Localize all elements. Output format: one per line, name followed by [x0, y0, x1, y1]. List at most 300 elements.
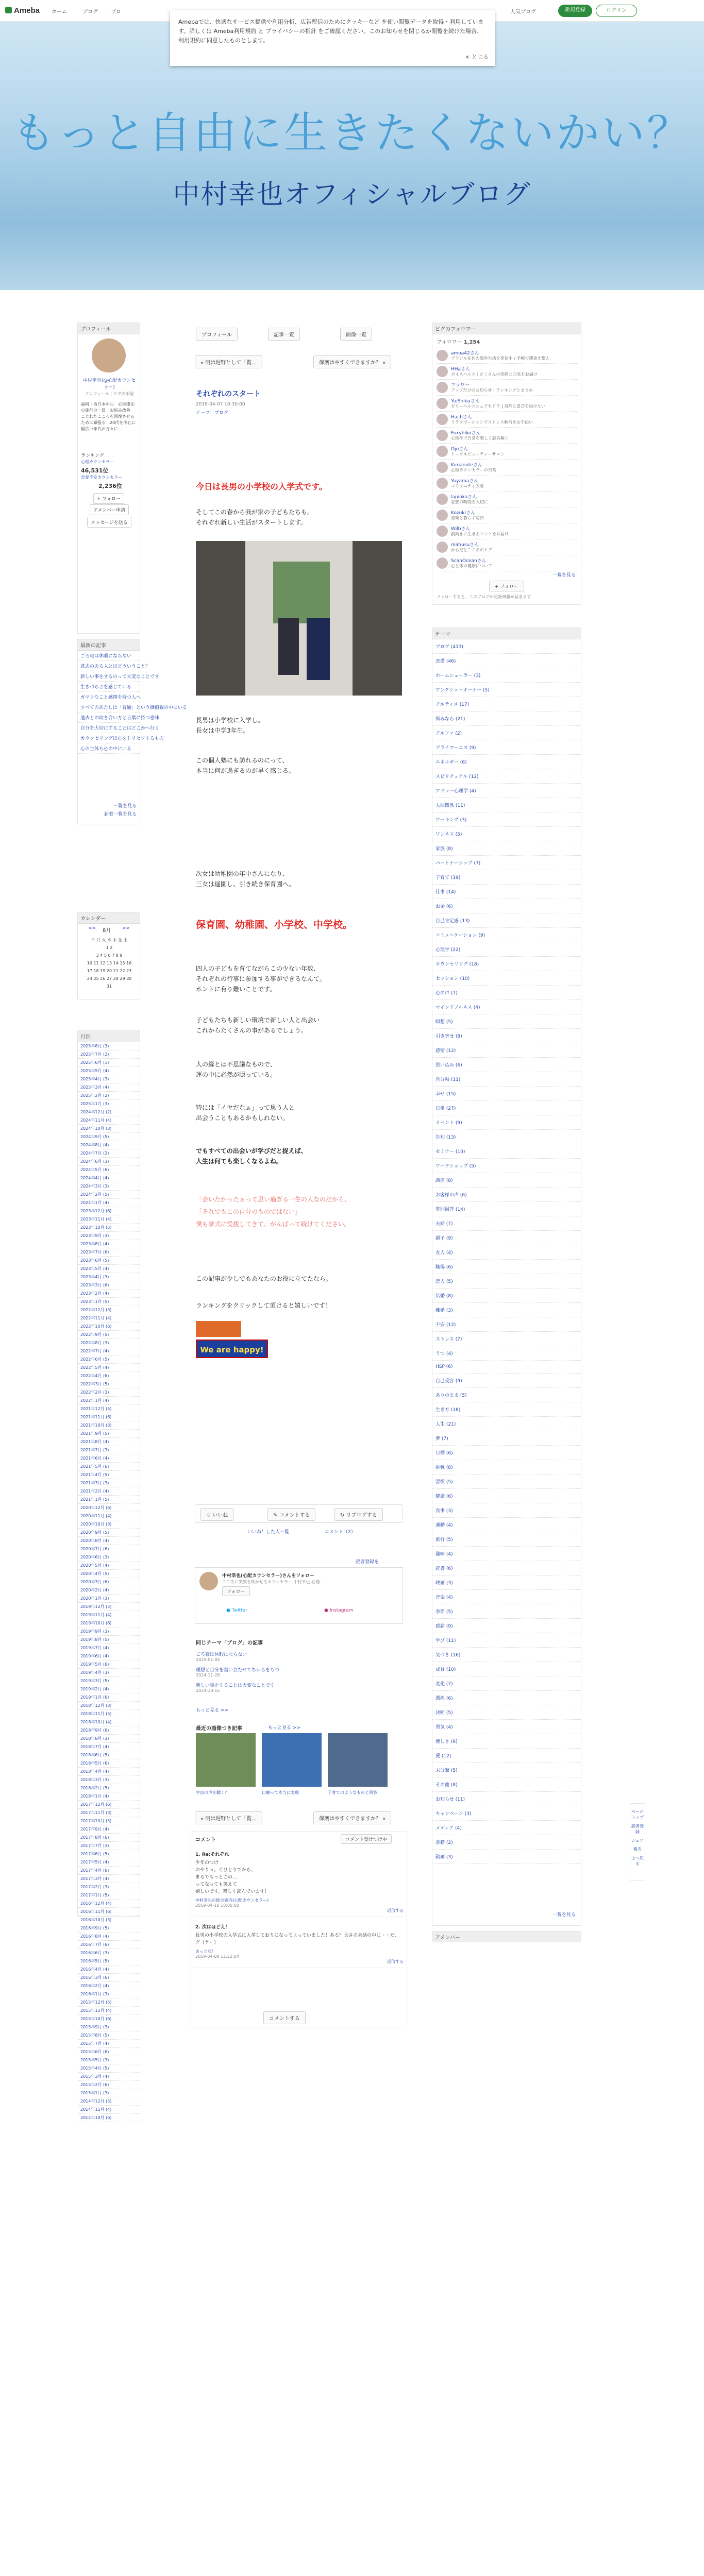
archive-item[interactable]: 2020年4月 (5)	[78, 1570, 140, 1578]
article-title[interactable]: それぞれのスタート	[196, 390, 261, 398]
follower-name[interactable]: Yuyamaさん	[451, 479, 479, 484]
top-image-link[interactable]: 画像一覧	[340, 328, 372, 341]
theme-item[interactable]: 愛 (12)	[432, 1749, 581, 1763]
theme-item[interactable]: 自分軸 (11)	[432, 1072, 581, 1087]
message-button[interactable]: メッセージを送る	[84, 517, 135, 528]
archive-item[interactable]: 2024年5月 (6)	[78, 1166, 140, 1174]
comment-author[interactable]: あっとな！	[195, 1949, 216, 1954]
theme-item[interactable]: 夢 (7)	[432, 1431, 581, 1446]
archive-item[interactable]: 2019年9月 (3)	[78, 1628, 140, 1636]
archive-item[interactable]: 2018年2月 (5)	[78, 1784, 140, 1792]
theme-item[interactable]: 友人 (4)	[432, 1245, 581, 1260]
archive-item[interactable]: 2022年10月 (6)	[78, 1323, 140, 1331]
archive-item[interactable]: 2023年11月 (4)	[78, 1215, 140, 1224]
likes-list-link[interactable]: いいね！した人一覧	[247, 1530, 290, 1535]
theme-item[interactable]: 夫婦 (7)	[432, 1216, 581, 1231]
theme-item[interactable]: 生き方 (18)	[432, 1402, 581, 1417]
amember-button[interactable]: アメンバー申請	[84, 504, 135, 515]
archive-item[interactable]: 2024年9月 (5)	[78, 1133, 140, 1141]
follower-name[interactable]: mimusuさん	[451, 543, 479, 548]
related-more[interactable]: もっと見る >>	[196, 1708, 228, 1713]
theme-item[interactable]: 恋人 (5)	[432, 1274, 581, 1289]
archive-item[interactable]: 2024年4月 (4)	[78, 1174, 140, 1182]
archive-item[interactable]: 2022年9月 (5)	[78, 1331, 140, 1339]
article-theme[interactable]: テーマ：ブログ	[196, 411, 229, 416]
theme-item[interactable]: 習慣 (5)	[432, 1475, 581, 1489]
archive-item[interactable]: 2018年12月 (3)	[78, 1702, 140, 1710]
theme-item[interactable]: 書籍 (2)	[432, 1835, 581, 1850]
theme-item[interactable]: 選択 (6)	[432, 1691, 581, 1705]
twitter-link[interactable]: ● Twitter	[226, 1608, 247, 1613]
theme-item[interactable]: ワークショップ (5)	[432, 1159, 581, 1173]
theme-item[interactable]: 旅行 (5)	[432, 1532, 581, 1547]
theme-item[interactable]: 人間関係 (11)	[432, 798, 581, 812]
archive-item[interactable]: 2015年11月 (4)	[78, 2007, 140, 2015]
theme-item[interactable]: ブライマーエヌ (9)	[432, 740, 581, 755]
recent-item[interactable]: 生きづらさを感じている	[78, 682, 140, 692]
archive-item[interactable]: 2021年3月 (3)	[78, 1479, 140, 1487]
theme-item[interactable]: 仕事 (14)	[432, 885, 581, 899]
theme-item[interactable]: 瞑想 (5)	[432, 1014, 581, 1029]
archive-item[interactable]: 2017年4月 (6)	[78, 1867, 140, 1875]
follower-avatar[interactable]	[437, 430, 448, 441]
theme-item[interactable]: お知らせ (11)	[432, 1792, 581, 1806]
theme-item[interactable]: 未分類 (5)	[432, 1763, 581, 1777]
archive-item[interactable]: 2020年10月 (3)	[78, 1520, 140, 1529]
theme-item[interactable]: マインドフルネス (4)	[432, 1000, 581, 1014]
theme-item[interactable]: 子育て (19)	[432, 870, 581, 885]
follower-row[interactable]	[437, 444, 578, 460]
theme-item[interactable]: 恋愛 (46)	[432, 654, 581, 668]
archive-item[interactable]: 2016年11月 (6)	[78, 1908, 140, 1916]
nav-blog-link[interactable]: ブログ	[82, 9, 98, 15]
archive-item[interactable]: 2021年8月 (4)	[78, 1438, 140, 1446]
archive-item[interactable]: 2016年10月 (3)	[78, 1916, 140, 1924]
archive-item[interactable]: 2016年4月 (4)	[78, 1965, 140, 1974]
follower-name[interactable]: HHaさん	[451, 367, 471, 372]
archive-item[interactable]: 2017年11月 (3)	[78, 1809, 140, 1817]
reblog-button[interactable]: ↻ リブログする	[334, 1508, 383, 1521]
recent-item[interactable]: すべてのあたしは「普通」という価値観の中にいる	[78, 702, 140, 713]
archive-item[interactable]: 2016年2月 (4)	[78, 1982, 140, 1990]
archive-item[interactable]: 2017年1月 (5)	[78, 1891, 140, 1900]
nav-popular-link[interactable]: 人気ブログ	[510, 9, 536, 15]
nav-home-link[interactable]: ホーム	[52, 9, 67, 15]
comments-all-link[interactable]: コメント受けつけ中	[341, 1834, 392, 1844]
archive-item[interactable]: 2016年6月 (3)	[78, 1949, 140, 1957]
follower-row[interactable]	[437, 396, 578, 412]
follower-name[interactable]: ScanOceanさん	[451, 558, 487, 564]
theme-item[interactable]: セミナー (10)	[432, 1144, 581, 1159]
login-button[interactable]: ログイン	[596, 5, 637, 17]
archive-item[interactable]: 2024年6月 (3)	[78, 1158, 140, 1166]
theme-item[interactable]: ありのまま (5)	[432, 1388, 581, 1402]
popular-caption-3[interactable]: 子育てのようなものと回答	[328, 1790, 377, 1795]
follower-avatar[interactable]	[437, 462, 448, 473]
theme-item[interactable]: 思い込み (6)	[432, 1058, 581, 1072]
theme-item[interactable]: 勇気 (4)	[432, 1720, 581, 1734]
theme-item[interactable]: ワーキング (3)	[432, 812, 581, 827]
theme-item[interactable]: アドラー心理学 (4)	[432, 784, 581, 798]
archive-item[interactable]: 2023年6月 (5)	[78, 1257, 140, 1265]
float-top-link[interactable]: ページトップ	[631, 1809, 644, 1820]
comment-reply-link[interactable]: 返信する	[387, 1908, 404, 1913]
archive-item[interactable]: 2024年10月 (3)	[78, 1125, 140, 1133]
reader-register-link[interactable]: 読者登録を	[356, 1560, 379, 1565]
follower-row[interactable]	[437, 412, 578, 428]
theme-item[interactable]: カウンセリング (18)	[432, 957, 581, 971]
theme-item[interactable]: 音楽 (4)	[432, 1590, 581, 1604]
theme-item[interactable]: 変化 (7)	[432, 1676, 581, 1691]
archive-item[interactable]: 2016年3月 (6)	[78, 1974, 140, 1982]
archive-item[interactable]: 2025年4月 (3)	[78, 1075, 140, 1083]
archive-item[interactable]: 2018年11月 (5)	[78, 1710, 140, 1718]
comment-count-link[interactable]: コメント（2）	[325, 1530, 356, 1535]
archive-item[interactable]: 2023年1月 (5)	[78, 1298, 140, 1306]
follower-avatar[interactable]	[437, 382, 448, 393]
archive-item[interactable]: 2015年12月 (5)	[78, 1998, 140, 2007]
archive-item[interactable]: 2015年3月 (4)	[78, 2073, 140, 2081]
theme-item[interactable]: 親子 (9)	[432, 1231, 581, 1245]
archive-item[interactable]: 2021年4月 (5)	[78, 1471, 140, 1479]
comment-reply-link[interactable]: 返信する	[387, 1959, 404, 1964]
archive-item[interactable]: 2019年10月 (6)	[78, 1619, 140, 1628]
follower-name[interactable]: Foxyhikoさん	[451, 431, 481, 436]
archive-item[interactable]: 2025年5月 (4)	[78, 1067, 140, 1075]
recent-item[interactable]: カウンセリングは心をトリセツするもの	[78, 733, 140, 743]
archive-item[interactable]: 2020年1月 (3)	[78, 1595, 140, 1603]
archive-item[interactable]: 2023年5月 (4)	[78, 1265, 140, 1273]
archive-item[interactable]: 2024年3月 (3)	[78, 1182, 140, 1191]
archive-item[interactable]: 2019年4月 (3)	[78, 1669, 140, 1677]
notice-close-button[interactable]: × とじる	[465, 54, 489, 60]
archive-item[interactable]: 2019年12月 (5)	[78, 1603, 140, 1611]
theme-item[interactable]: 運動 (4)	[432, 1518, 581, 1532]
archive-item[interactable]: 2023年4月 (3)	[78, 1273, 140, 1281]
theme-item[interactable]: 講座 (8)	[432, 1173, 581, 1188]
top-list-link[interactable]: 記事一覧	[268, 328, 300, 341]
followers-more[interactable]: 一覧を見る	[552, 573, 576, 578]
archive-item[interactable]: 2016年8月 (4)	[78, 1933, 140, 1941]
recent-item[interactable]: 新しい事をするのって大変なことです	[78, 671, 140, 682]
archive-item[interactable]: 2015年6月 (6)	[78, 2048, 140, 2056]
archive-item[interactable]: 2024年2月 (5)	[78, 1191, 140, 1199]
related-title[interactable]: 新しい事をすることは大変なことです	[196, 1683, 275, 1688]
recent-item[interactable]: 意志のある人とはどういうこと？	[78, 661, 140, 671]
top-profile-link[interactable]: プロフィール	[196, 328, 238, 341]
theme-item[interactable]: メディア (4)	[432, 1821, 581, 1835]
theme-item[interactable]: うつ (4)	[432, 1346, 581, 1361]
theme-item[interactable]: 心の声 (7)	[432, 986, 581, 1000]
archive-item[interactable]: 2015年10月 (6)	[78, 2015, 140, 2023]
popular-caption-2[interactable]: 口癖って本当に実現	[262, 1790, 299, 1795]
archive-item[interactable]: 2014年11月 (4)	[78, 2106, 140, 2114]
archive-item[interactable]: 2017年8月 (6)	[78, 1834, 140, 1842]
like-button[interactable]: ♡ いいね	[200, 1508, 233, 1521]
follower-avatar[interactable]	[437, 526, 448, 537]
follower-avatar[interactable]	[437, 494, 448, 505]
archive-item[interactable]: 2019年5月 (6)	[78, 1660, 140, 1669]
archive-item[interactable]: 2017年5月 (4)	[78, 1858, 140, 1867]
theme-item[interactable]: 健康 (6)	[432, 1489, 581, 1503]
archive-item[interactable]: 2016年5月 (5)	[78, 1957, 140, 1965]
theme-item[interactable]: 告知 (13)	[432, 1130, 581, 1144]
theme-item[interactable]: エネルギー (6)	[432, 755, 581, 769]
archive-item[interactable]: 2016年7月 (6)	[78, 1941, 140, 1949]
profile-name[interactable]: 中村幸也(@心配カウンセラー)	[82, 378, 136, 390]
theme-item[interactable]: 季節 (5)	[432, 1604, 581, 1619]
archive-item[interactable]: 2018年3月 (3)	[78, 1776, 140, 1784]
follower-name[interactable]: amoa42さん	[451, 351, 479, 356]
archive-item[interactable]: 2019年8月 (5)	[78, 1636, 140, 1644]
theme-item[interactable]: 読書 (6)	[432, 1561, 581, 1575]
archive-item[interactable]: 2021年11月 (6)	[78, 1413, 140, 1421]
theme-item[interactable]: 感謝 (9)	[432, 1619, 581, 1633]
theme-item[interactable]: キャンペーン (3)	[432, 1806, 581, 1821]
follower-name[interactable]: Hachさん	[451, 415, 472, 420]
register-button[interactable]: 新規登録	[558, 5, 592, 17]
follower-row[interactable]	[437, 507, 578, 523]
archive-item[interactable]: 2023年7月 (6)	[78, 1248, 140, 1257]
archive-item[interactable]: 2022年3月 (5)	[78, 1380, 140, 1388]
follower-row[interactable]	[437, 380, 578, 396]
theme-item[interactable]: スピリチュアル (12)	[432, 769, 581, 784]
archive-item[interactable]: 2025年2月 (2)	[78, 1092, 140, 1100]
archive-item[interactable]: 2018年6月 (5)	[78, 1751, 140, 1759]
archive-item[interactable]: 2020年5月 (4)	[78, 1562, 140, 1570]
follower-row[interactable]	[437, 460, 578, 476]
follower-row[interactable]	[437, 364, 578, 380]
ranking-banner-2[interactable]: We are happy!	[196, 1340, 268, 1358]
theme-item[interactable]: ワンネス (5)	[432, 827, 581, 841]
follower-avatar[interactable]	[437, 414, 448, 425]
next-article-link-2[interactable]: 保護はやすくできますか？ »	[313, 1811, 391, 1824]
recent-item[interactable]: ごろ寝は休暇にならない	[78, 651, 140, 661]
author-follow-button[interactable]: フォロー	[222, 1586, 250, 1596]
recent-item[interactable]: ガマンなこと感情を持つ人へ	[78, 692, 140, 702]
theme-item[interactable]: お客様の声 (6)	[432, 1188, 581, 1202]
theme-item[interactable]: 趣味 (4)	[432, 1547, 581, 1561]
theme-item[interactable]: 職場 (6)	[432, 1260, 581, 1274]
follower-avatar[interactable]	[437, 398, 448, 409]
archive-item[interactable]: 2025年1月 (3)	[78, 1100, 140, 1108]
archive-item[interactable]: 2020年3月 (6)	[78, 1578, 140, 1586]
theme-item[interactable]: 自己肯定感 (13)	[432, 913, 581, 928]
archive-item[interactable]: 2018年8月 (3)	[78, 1735, 140, 1743]
nav-other-link[interactable]: ブロ	[111, 9, 121, 15]
archive-item[interactable]: 2024年12月 (2)	[78, 1108, 140, 1116]
sidebar-follow-button[interactable]: + フォロー	[489, 581, 524, 591]
archive-item[interactable]: 2019年6月 (4)	[78, 1652, 140, 1660]
theme-item[interactable]: 感情 (12)	[432, 1043, 581, 1058]
theme-item[interactable]: パートナーシップ (7)	[432, 856, 581, 870]
theme-item[interactable]: 悩みなら (21)	[432, 711, 581, 726]
theme-item[interactable]: 人生 (21)	[432, 1417, 581, 1431]
archive-item[interactable]: 2015年4月 (5)	[78, 2064, 140, 2073]
theme-item[interactable]: 結婚 (8)	[432, 1289, 581, 1303]
archive-item[interactable]: 2014年12月 (5)	[78, 2097, 140, 2106]
theme-item[interactable]: 決断 (5)	[432, 1705, 581, 1720]
archive-item[interactable]: 2021年2月 (4)	[78, 1487, 140, 1496]
theme-item[interactable]: 心理学 (22)	[432, 942, 581, 957]
theme-item[interactable]: アルファ (2)	[432, 726, 581, 740]
theme-item[interactable]: 動画 (3)	[432, 1850, 581, 1864]
archive-item[interactable]: 2023年12月 (6)	[78, 1207, 140, 1215]
archive-item[interactable]: 2020年6月 (3)	[78, 1553, 140, 1562]
profile-sub[interactable]: プロフィール | ピグの部屋	[85, 392, 134, 396]
archive-item[interactable]: 2015年7月 (4)	[78, 2040, 140, 2048]
archive-item[interactable]: 2020年11月 (4)	[78, 1512, 140, 1520]
archive-item[interactable]: 2018年1月 (4)	[78, 1792, 140, 1801]
archive-item[interactable]: 2023年10月 (5)	[78, 1224, 140, 1232]
archive-item[interactable]: 2015年5月 (3)	[78, 2056, 140, 2064]
theme-item[interactable]: その他 (8)	[432, 1777, 581, 1792]
calendar-prev[interactable]: <<	[88, 926, 96, 931]
follower-row[interactable]	[437, 428, 578, 444]
theme-item[interactable]: 家族 (8)	[432, 841, 581, 856]
archive-item[interactable]: 2025年3月 (4)	[78, 1083, 140, 1092]
float-share-link[interactable]: シェア	[631, 1838, 644, 1843]
archive-item[interactable]: 2018年5月 (6)	[78, 1759, 140, 1768]
follower-row[interactable]	[437, 476, 578, 492]
theme-item[interactable]: 優しさ (6)	[432, 1734, 581, 1749]
archive-item[interactable]: 2022年8月 (3)	[78, 1339, 140, 1347]
theme-item[interactable]: セッション (10)	[432, 971, 581, 986]
archive-item[interactable]: 2020年7月 (6)	[78, 1545, 140, 1553]
ranking-genre-2[interactable]: 恋愛不安カウンセラー	[81, 475, 122, 480]
archive-item[interactable]: 2023年9月 (3)	[78, 1232, 140, 1240]
archive-item[interactable]: 2019年3月 (5)	[78, 1677, 140, 1685]
archive-item[interactable]: 2020年12月 (6)	[78, 1504, 140, 1512]
theme-item[interactable]: イベント (9)	[432, 1115, 581, 1130]
theme-item[interactable]: 幸せ (15)	[432, 1087, 581, 1101]
archive-item[interactable]: 2021年5月 (6)	[78, 1463, 140, 1471]
ranking-genre[interactable]: 心理カウンセラー	[81, 460, 114, 464]
comment-author[interactable]: 中村幸也の総合案内(心配カウンセラー)	[195, 1898, 269, 1903]
header-title-sub[interactable]: 中村幸也オフィシャルブログ	[173, 179, 531, 210]
archive-item[interactable]: 2017年12月 (6)	[78, 1801, 140, 1809]
archive-item[interactable]: 2018年4月 (4)	[78, 1768, 140, 1776]
recent-editor-link[interactable]: 新着一覧を見る	[104, 812, 137, 817]
archive-item[interactable]: 2017年10月 (5)	[78, 1817, 140, 1825]
follower-name[interactable]: lapiokaさん	[451, 495, 477, 500]
archive-item[interactable]: 2022年5月 (4)	[78, 1364, 140, 1372]
author-name[interactable]: 中村幸也(心配カウンセラー)さんをフォロー	[222, 1573, 314, 1579]
popular-thumb-3[interactable]	[328, 1733, 388, 1787]
theme-item[interactable]: 気づき (16)	[432, 1648, 581, 1662]
archive-item[interactable]: 2020年9月 (5)	[78, 1529, 140, 1537]
follower-name[interactable]: フラワー	[451, 383, 470, 388]
archive-item[interactable]: 2018年10月 (4)	[78, 1718, 140, 1726]
archive-item[interactable]: 2021年7月 (3)	[78, 1446, 140, 1454]
follower-row[interactable]	[437, 555, 578, 571]
float-report-link[interactable]: 報告	[633, 1847, 642, 1852]
archive-item[interactable]: 2022年12月 (3)	[78, 1306, 140, 1314]
follower-avatar[interactable]	[437, 446, 448, 457]
follower-row[interactable]	[437, 492, 578, 507]
recent-item[interactable]: 過去との向き合い方と言葉に持つ意味	[78, 713, 140, 723]
theme-item[interactable]: 目標 (6)	[432, 1446, 581, 1460]
follower-avatar[interactable]	[437, 366, 448, 377]
recent-item[interactable]: 自分を大切にすることはどこかへ行く	[78, 723, 140, 733]
archive-item[interactable]: 2019年11月 (4)	[78, 1611, 140, 1619]
archive-item[interactable]: 2022年2月 (3)	[78, 1388, 140, 1397]
archive-item[interactable]: 2019年2月 (4)	[78, 1685, 140, 1693]
follower-name[interactable]: Kimanoteさん	[451, 463, 482, 468]
archive-item[interactable]: 2021年1月 (5)	[78, 1496, 140, 1504]
theme-item[interactable]: ブログ (413)	[432, 639, 581, 654]
follower-avatar[interactable]	[437, 557, 448, 569]
archive-item[interactable]: 2023年2月 (4)	[78, 1290, 140, 1298]
archive-item[interactable]: 2024年11月 (4)	[78, 1116, 140, 1125]
theme-item[interactable]: ホームシェーラー (3)	[432, 668, 581, 683]
archive-item[interactable]: 2022年7月 (4)	[78, 1347, 140, 1355]
archive-item[interactable]: 2025年7月 (2)	[78, 1050, 140, 1059]
instagram-link[interactable]: ● Instagram	[324, 1608, 354, 1613]
archive-item[interactable]: 2019年1月 (6)	[78, 1693, 140, 1702]
prev-article-link-2[interactable]: « 明は遅野として「覧…	[195, 1811, 262, 1824]
archive-item[interactable]: 2016年1月 (3)	[78, 1990, 140, 1998]
follower-avatar[interactable]	[437, 478, 448, 489]
theme-item[interactable]: 日常 (27)	[432, 1101, 581, 1115]
archive-item[interactable]: 2015年1月 (3)	[78, 2089, 140, 2097]
float-back-link[interactable]: 上へ戻る	[631, 1856, 644, 1866]
next-article-link[interactable]: 保護はやすくできますか？ »	[313, 355, 391, 368]
archive-item[interactable]: 2024年8月 (4)	[78, 1141, 140, 1149]
calendar-next[interactable]: >>	[122, 926, 130, 931]
theme-item[interactable]: 映画 (3)	[432, 1575, 581, 1590]
archive-item[interactable]: 2022年4月 (6)	[78, 1372, 140, 1380]
archive-item[interactable]: 2023年8月 (4)	[78, 1240, 140, 1248]
theme-item[interactable]: 引き寄せ (8)	[432, 1029, 581, 1043]
prev-article-link[interactable]: « 明は遅野として「覧…	[195, 355, 262, 368]
recent-more-link[interactable]: 一覧を見る	[113, 804, 137, 809]
related-title[interactable]: 理想と自分を奮い立たせてちからをもつ	[196, 1668, 280, 1673]
theme-item[interactable]: HSP (6)	[432, 1361, 581, 1374]
theme-item[interactable]: 学び (11)	[432, 1633, 581, 1648]
archive-item[interactable]: 2017年2月 (3)	[78, 1883, 140, 1891]
archive-item[interactable]: 2018年7月 (4)	[78, 1743, 140, 1751]
ranking-banner-1[interactable]	[196, 1321, 241, 1337]
comment-button[interactable]: ✎ コメントする	[267, 1508, 315, 1521]
comment-submit-button[interactable]: コメントする	[263, 2011, 306, 2024]
follower-row[interactable]	[437, 523, 578, 539]
archive-item[interactable]: 2022年6月 (5)	[78, 1355, 140, 1364]
follower-name[interactable]: YuiShibaさん	[451, 399, 480, 404]
archive-item[interactable]: 2021年9月 (5)	[78, 1430, 140, 1438]
archive-item[interactable]: 2021年12月 (5)	[78, 1405, 140, 1413]
archive-item[interactable]: 2015年8月 (5)	[78, 2031, 140, 2040]
archive-item[interactable]: 2020年2月 (4)	[78, 1586, 140, 1595]
archive-item[interactable]: 2017年9月 (4)	[78, 1825, 140, 1834]
archive-item[interactable]: 2016年9月 (5)	[78, 1924, 140, 1933]
theme-item[interactable]: ストレス (7)	[432, 1332, 581, 1346]
profile-follow-button[interactable]: + フォロー	[88, 493, 129, 504]
archive-item[interactable]: 2017年6月 (5)	[78, 1850, 140, 1858]
archive-item[interactable]: 2016年12月 (4)	[78, 1900, 140, 1908]
themes-more[interactable]: 一覧を見る	[552, 1912, 576, 1918]
theme-item[interactable]: アルティメ (17)	[432, 697, 581, 711]
popular-thumb-1[interactable]	[196, 1733, 256, 1787]
archive-item[interactable]: 2025年8月 (3)	[78, 1042, 140, 1050]
theme-item[interactable]: 自己受容 (9)	[432, 1374, 581, 1388]
archive-item[interactable]: 2014年10月 (6)	[78, 2114, 140, 2122]
follower-name[interactable]: Kozukiさん	[451, 511, 476, 516]
archive-item[interactable]: 2017年3月 (4)	[78, 1875, 140, 1883]
author-avatar[interactable]	[199, 1572, 218, 1590]
theme-item[interactable]: 不安 (12)	[432, 1317, 581, 1332]
follower-row[interactable]	[437, 539, 578, 555]
